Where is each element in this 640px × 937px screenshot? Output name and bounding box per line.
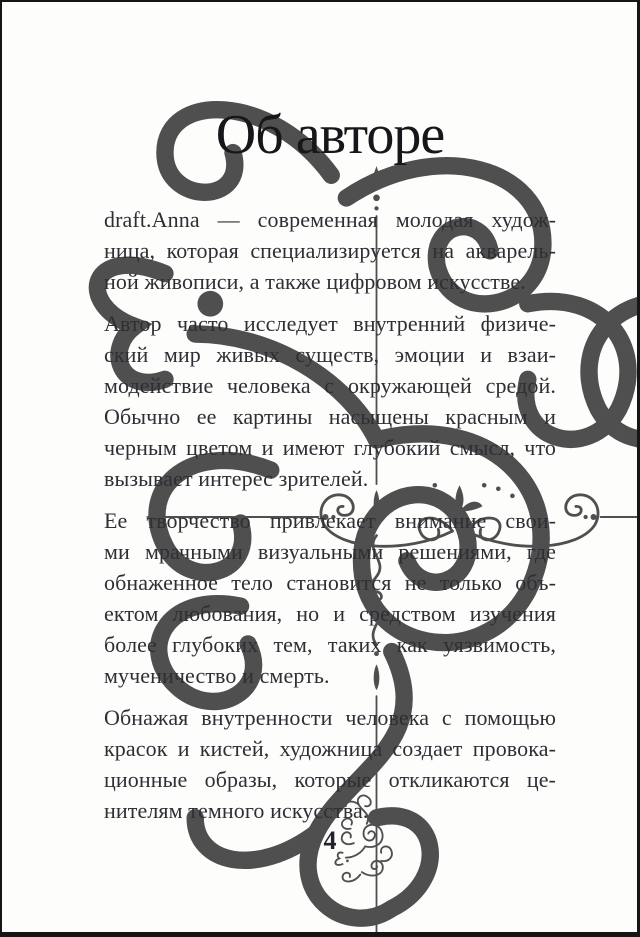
paragraph-line: draft.Anna — современная молодая худож- xyxy=(104,207,556,232)
paragraph-line: ной живописи, а также цифровом искусстве. xyxy=(104,269,526,294)
paragraph-line: ектом любования, но и средством изучения xyxy=(104,601,556,626)
page-number: 4 xyxy=(323,826,337,855)
paragraph-line: ционные образы, которые откликаются це- xyxy=(104,767,556,792)
paragraph-line: ский мир живых существ, эмоции и взаи- xyxy=(104,342,556,367)
paragraph-line: обнаженное тело становится не только объ- xyxy=(104,570,556,595)
paragraph-line: Обычно ее картины насыщены красным и xyxy=(104,404,556,429)
paragraph-line: Ее творчество привлекает внимание свои- xyxy=(104,508,556,533)
paragraph xyxy=(104,702,556,826)
paragraph xyxy=(104,204,556,297)
article-body xyxy=(104,204,556,837)
paragraph-line: черным цветом и имеют глубокий смысл, что xyxy=(104,435,556,460)
arrow-squiggle-rule-icon-right xyxy=(606,166,640,937)
paragraph-line: вызывает интерес зрителей. xyxy=(104,466,369,491)
paragraph-line: мученичество и смерть. xyxy=(104,663,330,688)
paragraph xyxy=(104,308,556,494)
paragraph-line: более глубоких тем, таких как уязвимость, xyxy=(104,632,556,657)
paragraph-line: Автор часто исследует внутренний физиче- xyxy=(104,311,556,336)
paragraph-line: ница, которая специализируется на акварель- xyxy=(104,238,556,263)
paragraph-line: ми мрачными визуальными решениями, где xyxy=(104,539,556,564)
paragraph-line: красок и кистей, художница создает провока- xyxy=(104,736,556,761)
paragraph xyxy=(104,505,556,691)
paragraph-line: Обнажая внутренности человека с помощью xyxy=(104,705,556,730)
paragraph-line: нителям темного искусства. xyxy=(104,798,369,823)
paragraph-line: модействие человека с окружающей средой. xyxy=(104,373,556,398)
page-title: Об авторе xyxy=(215,104,445,166)
